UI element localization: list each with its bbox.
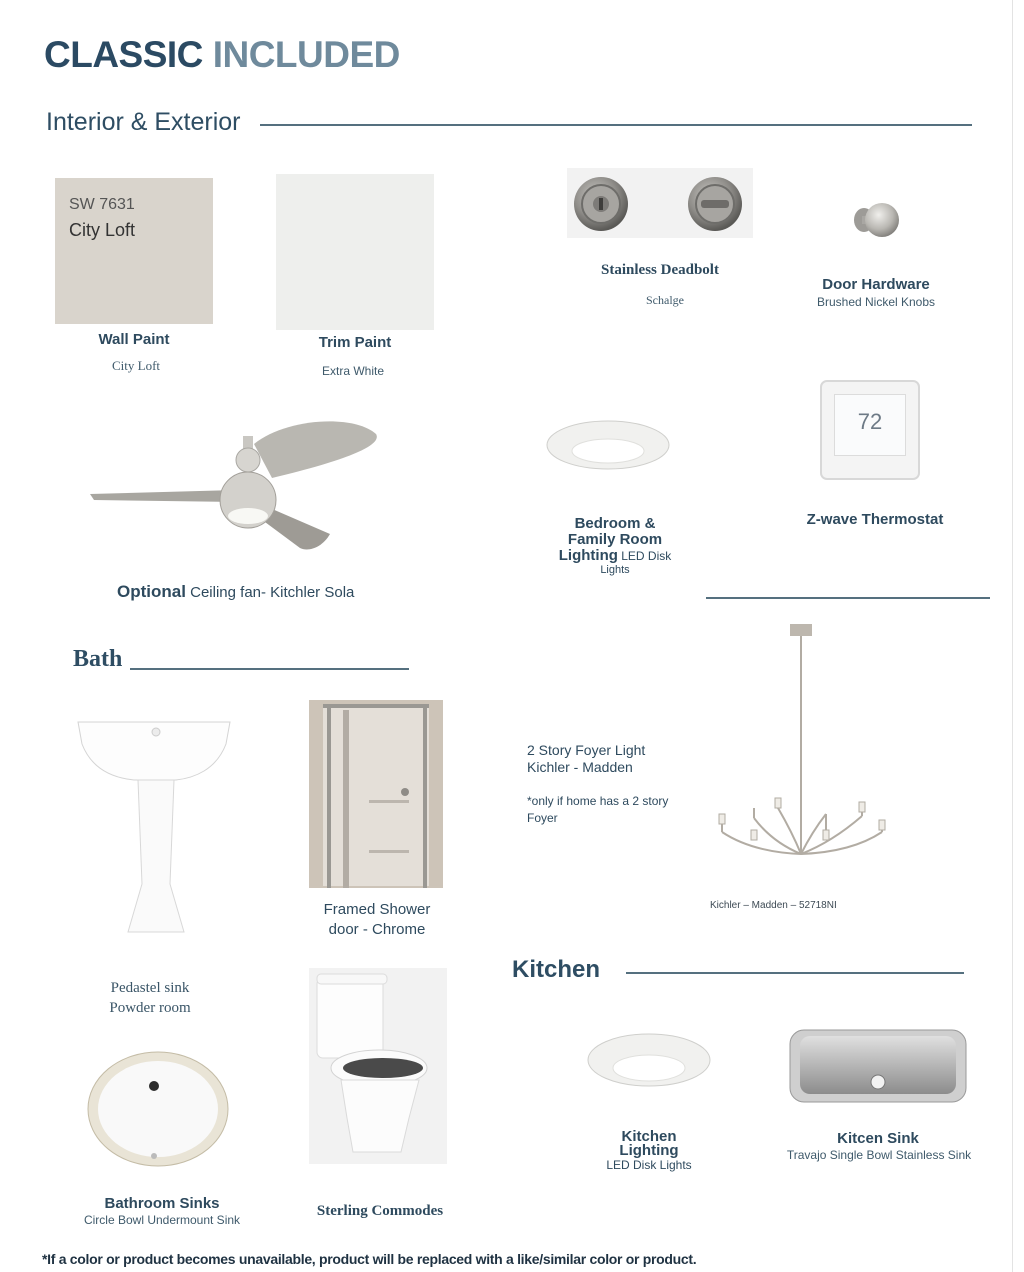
pedestal-sink-line2: Powder room [109,1000,191,1016]
thermostat-label: Z-wave Thermostat [806,511,944,528]
kitchen-disk-light-icon [586,1030,712,1090]
chandelier-icon [712,622,902,888]
trim-paint-sub: Extra White [321,364,384,378]
shower-door-icon [309,700,443,888]
swatch-name: City Loft [69,220,136,240]
section-bath-heading: Bath [73,646,123,672]
door-hardware-sub: Brushed Nickel Knobs [816,295,936,309]
foyer-light-note [527,793,707,827]
kitchen-sink-sub: Travajo Single Bowl Stainless Sink [786,1148,972,1162]
section-kitchen-heading: Kitchen [512,956,601,983]
kitchen-lighting-line1: Kitchen [621,1128,677,1145]
thermostat-image [820,380,920,480]
kitchen-lighting-sub: LED Disk Lights [606,1158,692,1172]
deadbolt-image [567,168,753,238]
bedroom-lighting-line2: Family Room [567,531,663,548]
wall-paint-swatch [55,178,213,324]
foyer-light-line2: Kichler - Madden [527,759,633,775]
kitchen-sink-icon [788,1028,968,1104]
section-kitchen-rule [626,972,964,974]
ceiling-fan-label [117,582,354,602]
section-interior-rule [260,124,972,126]
bedroom-lighting-line1: Bedroom & [574,515,656,532]
bedroom-lighting-line3-rest: LED Disk [617,549,672,563]
ceiling-fan-icon [86,414,380,554]
ceiling-fan-label-bold: Optional [117,582,186,601]
page-edge [1012,0,1013,1272]
kitchen-sink-label: Kitcen Sink [837,1130,919,1147]
shower-door-image [309,700,443,888]
trim-paint-label: Trim Paint [318,334,392,351]
kitchen-lighting-line2: Lighting [619,1142,679,1159]
bedroom-lighting-label [540,516,690,576]
ceiling-fan-label-rest: Ceiling fan- Kitchler Sola [185,584,355,601]
pedestal-sink-label [80,978,220,1018]
title-word-classic: CLASSIC [44,34,203,75]
thermostat-display: 72 [857,409,883,434]
led-disk-light-icon [545,415,671,473]
undermount-sink-icon [86,1050,230,1168]
bedroom-lighting-line4: Lights [600,564,630,576]
bathroom-sinks-label: Bathroom Sinks [104,1195,220,1212]
foyer-light-note1: *only if home has a 2 story [527,794,669,808]
toilet-icon [309,968,447,1164]
wall-paint-sub: City Loft [111,358,161,373]
door-knob-icon [846,196,904,244]
deadbolt-label: Stainless Deadbolt [601,262,719,278]
foyer-light-title [527,742,707,776]
commode-image [309,968,447,1164]
commodes-label: Sterling Commodes [316,1203,444,1219]
bedroom-lighting-line3-bold: Lighting [558,547,618,564]
door-hardware-label: Door Hardware [822,276,930,293]
shower-door-label [300,900,454,940]
kitchen-lighting-label [586,1130,712,1172]
foyer-light-line1: 2 Story Foyer Light [527,742,646,758]
pedestal-sink-line1: Pedastel sink [110,980,190,996]
shower-door-line2: door - Chrome [328,921,426,938]
thermostat-screen [834,394,906,456]
foyer-rule [706,597,990,599]
section-interior-heading: Interior & Exterior [46,108,241,136]
foyer-light-caption: Kichler – Madden – 52718NI [710,900,837,911]
wall-paint-label: Wall Paint [98,331,170,348]
pedestal-sink-icon [76,714,234,940]
shower-door-line1: Framed Shower [323,901,431,918]
swatch-code: SW 7631 [69,196,135,213]
foyer-light-note2: Foyer [527,811,558,825]
section-bath-rule [130,668,409,670]
deadbolt-icon [567,168,753,238]
bathroom-sinks-sub: Circle Bowl Undermount Sink [83,1213,241,1227]
deadbolt-sub: Schalge [646,293,684,307]
footnote: *If a color or product becomes unavailable, product will be replaced with a like/similar color or product. [42,1251,697,1267]
page-title [44,34,400,76]
trim-paint-swatch [276,174,434,330]
title-word-included: INCLUDED [212,34,400,75]
